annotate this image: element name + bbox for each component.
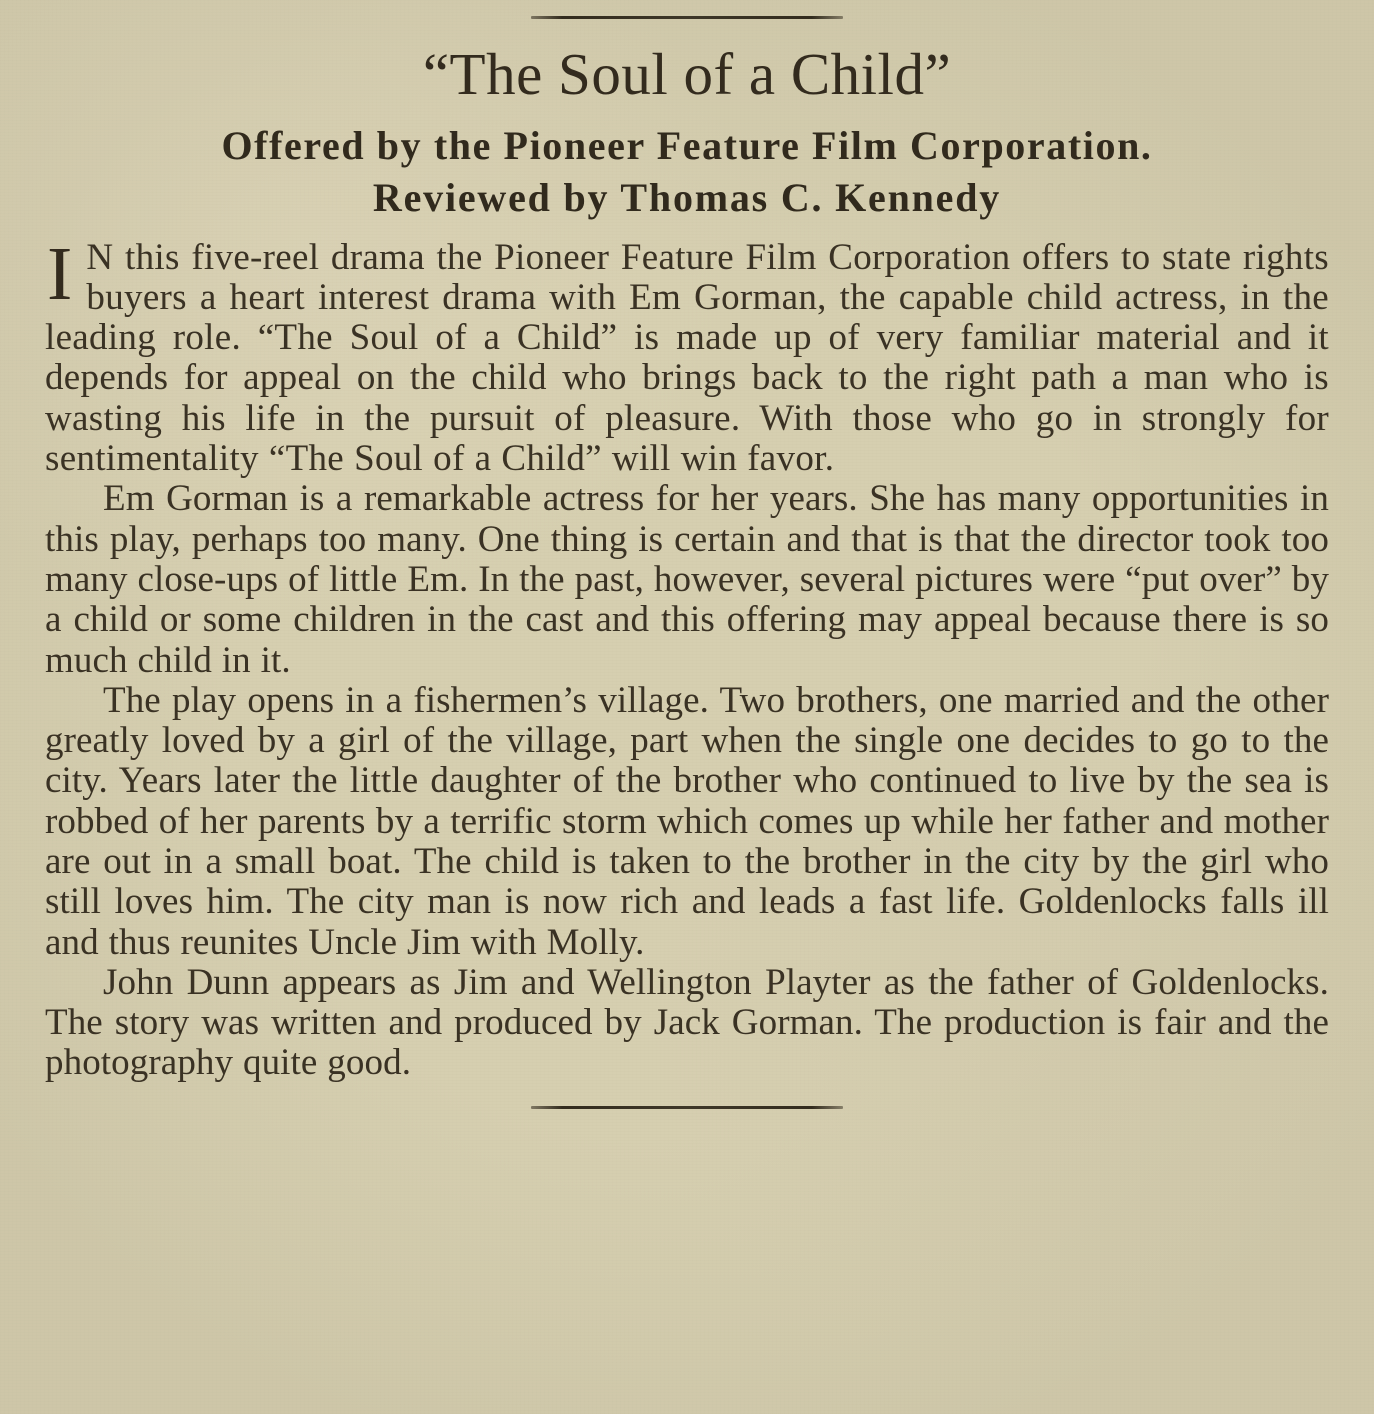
article-paragraph-4-text: John Dunn appears as Jim and Wellington Playter as the father of Goldenlocks. The story was written and produced by Jack Gorman. The production is fair and the photography quite good. [45, 961, 1329, 1084]
article-paragraph-1-text: N this five-reel drama the Pioneer Feature Film Corporation offers to state rights buyers a heart interest drama with Em Gorman, the capable child actress, in the leading role. “The Soul of a Child” is made up of very familiar material and it depends for appeal on the child who brings back to the right path a man who is wasting his life in the pursuit of pleasure. With those who go in strongly for sentimentality “The Soul of a Child” will win favor. [45, 236, 1329, 480]
article-paragraph-1 [45, 231, 1329, 480]
article-paragraph-2 [45, 479, 1329, 680]
article-credit-reviewer: Reviewed by Thomas C. Kennedy [372, 174, 1002, 220]
article-paragraph-3 [45, 681, 1329, 963]
article-paragraph-2-text: Em Gorman is a remarkable actress for her years. She has many opportunities in this play, perhaps too many. One thing is certain and that is that the director took too many close-ups of little Em. In the past, however, several pictures were “put over” by a child or some children in the cast and this offering may appeal because there is so much child in it. [45, 478, 1329, 681]
article-title: “The Soul of a Child” [422, 41, 952, 107]
top-rule-container [0, 0, 1374, 19]
bottom-horizontal-rule [531, 1106, 843, 1109]
article-subtitle-block [0, 120, 1374, 224]
bottom-rule-container [0, 1084, 1374, 1109]
article-credit-offeror: Offered by the Pioneer Feature Film Corporation. [221, 122, 1153, 168]
article-paragraph-3-text: The play opens in a fishermen’s village. Two brothers, one married and the other greatly loved by a girl of the village, part when the single one decides to go to the city. Years later the little daughter of the brother who continued to live by the sea is robbed of her parents by a terrific storm which comes up while her father and mother are out in a small boat. The child is taken to the brother in the city by the girl who still loves him. The city man is now rich and leads a fast life. Goldenlocks falls ill and thus reunites Uncle Jim with Molly. [45, 679, 1329, 963]
article-paragraph-4 [45, 963, 1329, 1084]
drop-cap-initial: I [47, 231, 73, 316]
article-body [45, 231, 1329, 1084]
top-horizontal-rule [531, 16, 843, 19]
